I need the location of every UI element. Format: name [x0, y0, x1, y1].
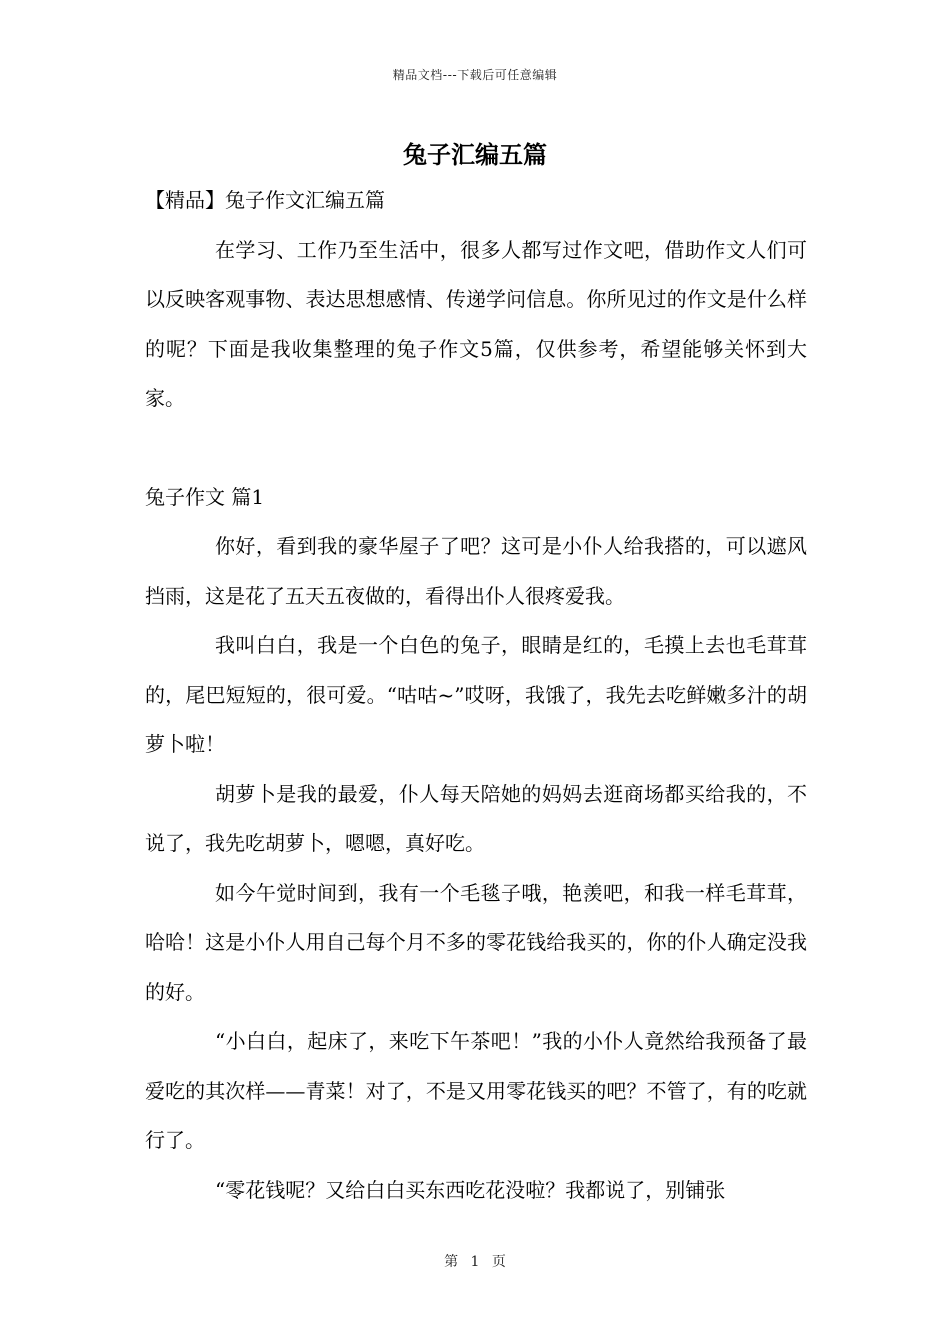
body-paragraph: 你好，看到我的豪华屋子了吧？这可是小仆人给我搭的，可以遮风挡雨，这是花了五天五夜做的，看得出仆人很疼爱我。: [145, 534, 807, 608]
section-spacer: [145, 424, 807, 473]
intro-paragraph: 在学习、工作乃至生活中，很多人都写过作文吧，借助作文人们可以反映客观事物、表达思想感情、传递学问信息。你所见过的作文是什么样的呢？下面是我收集整理的兔子作文5篇，仅供参考，希望能够关怀到大家。: [145, 237, 807, 410]
page-footer: [0, 1251, 950, 1271]
page-number-prefix: 第: [444, 1254, 459, 1270]
body-paragraph: “小白白，起床了，来吃下午茶吧！”我的小仆人竟然给我预备了最爱吃的其次样——青菜！对了，不是又用零花钱买的吧？不管了，有的吃就行了。: [145, 1029, 807, 1152]
document-title: 兔子汇编五篇: [403, 140, 547, 169]
body-paragraph: 胡萝卜是我的最爱，仆人每天陪她的妈妈去逛商场都买给我的，不说了，我先吃胡萝卜，嗯嗯，真好吃。: [145, 781, 807, 855]
page-header: 精品文档---下载后可任意编辑: [392, 68, 558, 82]
page-number-suffix: 页: [491, 1254, 506, 1270]
body-paragraph: 如今午觉时间到，我有一个毛毯子哦，艳羡吧，和我一样毛茸茸，哈哈！这是小仆人用自己每个月不多的零花钱给我买的，你的仆人确定没我的好。: [145, 880, 807, 1004]
document-body: [145, 176, 807, 1215]
document-subtitle: 【精品】兔子作文汇编五篇: [145, 188, 385, 212]
body-paragraph: “零花钱呢？又给白白买东西吃花没啦？我都说了，别铺张: [215, 1177, 726, 1202]
page-number: 1: [470, 1254, 480, 1270]
section-heading: 兔子作文 篇1: [145, 484, 265, 509]
body-paragraph: 我叫白白，我是一个白色的兔子，眼睛是红的，毛摸上去也毛茸茸的，尾巴短短的，很可爱。“咕咕~”哎呀，我饿了，我先去吃鲜嫩多汁的胡萝卜啦！: [145, 633, 807, 756]
